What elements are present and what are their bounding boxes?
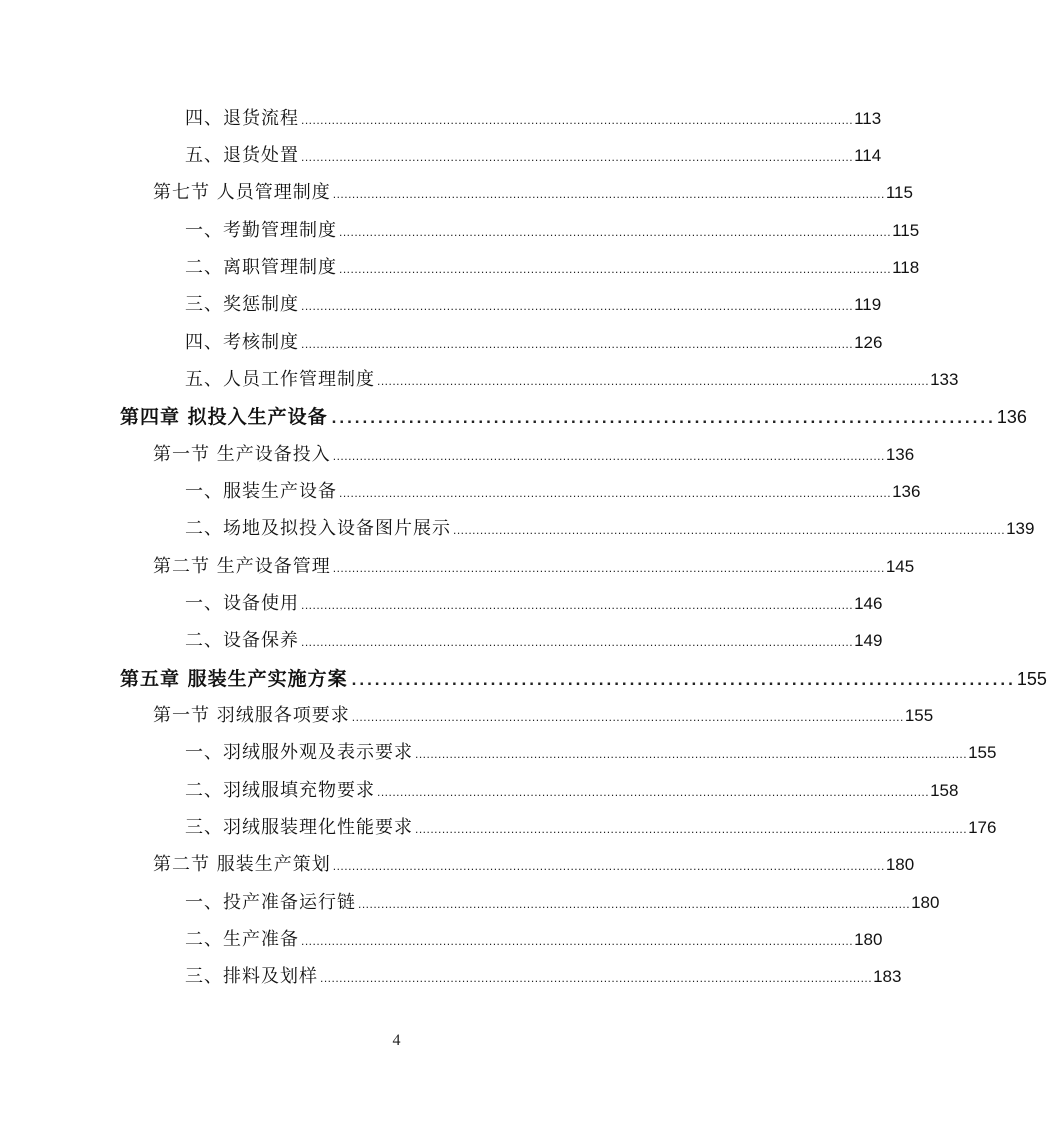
dot-leader: ................................................................................................................................................ [377,785,930,799]
toc-chapter-entry[interactable] [120,664,1047,694]
toc-entry-title: 二、设备保养 [185,630,299,651]
dot-leader: ................................................................................................................................................ [339,262,892,276]
toc-entry-page: 183 [873,967,902,986]
toc-entry-title: 第二节 生产设备管理 [153,556,331,577]
toc-entry-title: 第一节 生产设备投入 [153,444,331,465]
toc-entry-title: 五、人员工作管理制度 [185,369,375,390]
toc-entry[interactable] [185,328,883,358]
toc-entry[interactable] [185,776,959,806]
dot-leader: ................................................................................................................................................ [301,635,854,649]
toc-entry-page: 113 [854,109,882,128]
dot-leader: ................................................................................................................................................ [332,449,885,463]
toc-entry-title: 第五章 服装生产实施方案 [120,668,348,690]
toc-entry[interactable] [153,178,913,208]
page-number: 4 [392,1032,401,1049]
dot-leader: ................................................................................................................................................ [415,747,968,761]
toc-entry-page: 115 [892,221,920,240]
toc-entry[interactable] [185,888,940,918]
toc-entry[interactable] [185,290,882,320]
dot-leader: ................................................................................................................................................ [339,225,892,239]
dot-leader: ................................................................................................................................................ [415,822,968,836]
dot-leader: ...................................................................................... [331,408,996,427]
toc-entry[interactable] [185,813,997,843]
dot-leader: ................................................................................................................................................ [301,337,854,351]
dot-leader: ................................................................................................................................................ [301,934,854,948]
toc-entry-page: 136 [892,482,921,501]
dot-leader: ................................................................................................................................................ [301,598,854,612]
toc-entry[interactable] [185,253,920,283]
toc-entry-page: 136 [996,407,1027,427]
toc-entry-page: 119 [854,295,882,314]
toc-entry-page: 136 [885,445,915,464]
toc-entry[interactable] [153,850,915,880]
toc-entry[interactable] [185,216,920,246]
toc-entry-title: 第一节 羽绒服各项要求 [153,705,350,726]
toc-entry-title: 一、设备使用 [185,593,299,614]
toc-entry-page: 115 [885,183,913,202]
toc-entry[interactable] [153,552,915,582]
toc-entry[interactable] [185,626,883,656]
toc-entry-page: 158 [930,781,959,800]
toc-entry[interactable] [185,141,882,171]
toc-entry[interactable] [185,925,883,955]
toc-entry-page: 176 [968,818,997,837]
toc-entry-title: 第七节 人员管理制度 [153,182,331,203]
dot-leader: ................................................................................................................................................ [301,299,854,313]
toc-entry-page: 146 [854,594,883,613]
toc-entry-page: 180 [885,855,915,874]
toc-entry-title: 三、羽绒服装理化性能要求 [185,817,413,838]
toc-entry-page: 180 [854,930,883,949]
toc-entry-page: 126 [854,333,883,352]
toc-chapter-entry[interactable] [120,402,1027,432]
toc-entry[interactable] [153,440,915,470]
toc-entry-page: 114 [854,146,882,165]
dot-leader: ................................................................................................................................................ [332,561,885,575]
toc-entry-title: 二、场地及拟投入设备图片展示 [185,518,451,539]
toc-entry-page: 155 [968,743,997,762]
dot-leader: ................................................................................................................................................ [301,150,854,164]
toc-entry[interactable] [185,104,882,134]
dot-leader: ................................................................................................................................................ [351,710,904,724]
toc-entry-title: 一、羽绒服外观及表示要求 [185,742,413,763]
toc-entry-page: 155 [904,706,934,725]
dot-leader: ................................................................................................................................................ [332,187,885,201]
toc-entry[interactable] [185,962,902,992]
toc-entry-title: 三、奖惩制度 [185,294,299,315]
dot-leader: ................................................................................................................................................ [339,486,892,500]
toc-entry-title: 四、退货流程 [185,108,299,129]
toc-entry-page: 149 [854,631,883,650]
toc-entry-title: 一、投产准备运行链 [185,892,356,913]
toc-entry-title: 第四章 拟投入生产设备 [120,406,328,428]
toc-entry-title: 二、生产准备 [185,929,299,950]
toc-entry-page: 155 [1016,669,1047,689]
dot-leader: ................................................................................................................................................ [301,113,854,127]
toc-entry-title: 五、退货处置 [185,145,299,166]
toc-entry-page: 133 [930,370,959,389]
toc-entry[interactable] [185,589,883,619]
toc-entry-title: 第二节 服装生产策划 [153,854,331,875]
toc-entry-title: 二、羽绒服填充物要求 [185,780,375,801]
toc-entry-page: 145 [885,557,915,576]
toc-entry[interactable] [153,701,934,731]
dot-leader: ................................................................................................................................................ [332,859,885,873]
dot-leader: ...................................................................................... [351,670,1016,689]
dot-leader: ................................................................................................................................................ [377,374,930,388]
toc-entry-page: 139 [1006,519,1035,538]
toc-entry-title: 二、离职管理制度 [185,257,337,278]
toc-entry-page: 118 [892,258,920,277]
toc-entry[interactable] [185,514,1035,544]
toc-entry-title: 一、考勤管理制度 [185,220,337,241]
toc-entry-title: 一、服装生产设备 [185,481,337,502]
toc-entry[interactable] [185,365,959,395]
dot-leader: ................................................................................................................................................ [320,971,873,985]
toc-entry[interactable] [185,738,997,768]
dot-leader: ................................................................................................................................................ [453,523,1006,537]
toc-entry-title: 三、排料及划样 [185,966,318,987]
dot-leader: ................................................................................................................................................ [358,897,911,911]
toc-entry-page: 180 [911,893,940,912]
toc-entry[interactable] [185,477,921,507]
toc-entry-title: 四、考核制度 [185,332,299,353]
